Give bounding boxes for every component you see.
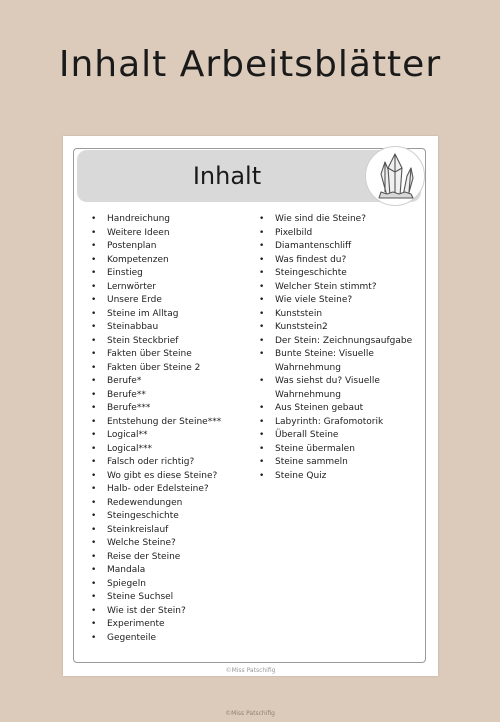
list-item: • Mandala xyxy=(91,564,251,578)
page-title: Inhalt Arbeitsblätter xyxy=(58,44,442,85)
list-item: • Stein Steckbrief xyxy=(91,335,251,349)
list-item: • Logical*** xyxy=(91,443,251,457)
list-item: • Lernwörter xyxy=(91,281,251,295)
list-item: • Was findest du? xyxy=(259,254,429,268)
list-item: • Experimente xyxy=(91,618,251,632)
list-item: • Kunststein2 xyxy=(259,321,429,335)
list-item: • Welcher Stein stimmt? xyxy=(259,281,429,295)
list-item: • Berufe* xyxy=(91,375,251,389)
sheet-header xyxy=(77,150,421,202)
list-item: • Aus Steinen gebaut xyxy=(259,402,429,416)
worksheet-preview xyxy=(63,136,438,676)
list-item: • Welche Steine? xyxy=(91,537,251,551)
list-item: • Überall Steine xyxy=(259,429,429,443)
list-item: • Gegenteile xyxy=(91,632,251,646)
contents-list-left xyxy=(91,213,251,645)
list-item: • Einstieg xyxy=(91,267,251,281)
sheet-header-title: Inhalt xyxy=(192,162,262,190)
list-item: • Logical** xyxy=(91,429,251,443)
list-item: • Kunststein xyxy=(259,308,429,322)
list-item: • Handreichung xyxy=(91,213,251,227)
contents-list-right xyxy=(259,213,429,483)
list-item: • Steingeschichte xyxy=(91,510,251,524)
list-item: • Steinkreislauf xyxy=(91,524,251,538)
list-item: • Steine im Alltag xyxy=(91,308,251,322)
list-item: • Fakten über Steine xyxy=(91,348,251,362)
list-item: • Was siehst du? Visuelle Wahrnehmung xyxy=(259,375,429,402)
list-item: • Wie sind die Steine? xyxy=(259,213,429,227)
list-item: • Steine Suchsel xyxy=(91,591,251,605)
list-item: • Postenplan xyxy=(91,240,251,254)
crystal-badge xyxy=(365,146,425,206)
list-item: • Weitere Ideen xyxy=(91,227,251,241)
list-item: • Bunte Steine: Visuelle Wahrnehmung xyxy=(259,348,429,375)
list-item: • Kompetenzen xyxy=(91,254,251,268)
list-item: • Spiegeln xyxy=(91,578,251,592)
list-item: • Labyrinth: Grafomotorik xyxy=(259,416,429,430)
list-item: • Wie ist der Stein? xyxy=(91,605,251,619)
list-item: • Berufe*** xyxy=(91,402,251,416)
list-item: • Reise der Steine xyxy=(91,551,251,565)
list-item: • Der Stein: Zeichnungsaufgabe xyxy=(259,335,429,349)
sheet-footer: ©Miss Patschifig xyxy=(225,667,276,674)
crystal-icon xyxy=(373,152,417,200)
list-item: • Halb- oder Edelsteine? xyxy=(91,483,251,497)
list-item: • Entstehung der Steine*** xyxy=(91,416,251,430)
list-item: • Fakten über Steine 2 xyxy=(91,362,251,376)
list-item: • Steine Quiz xyxy=(259,470,429,484)
list-item: • Unsere Erde xyxy=(91,294,251,308)
list-item: • Redewendungen xyxy=(91,497,251,511)
list-item: • Falsch oder richtig? xyxy=(91,456,251,470)
list-item: • Steingeschichte xyxy=(259,267,429,281)
list-item: • Steine sammeln xyxy=(259,456,429,470)
list-item: • Steinabbau xyxy=(91,321,251,335)
list-item: • Diamantenschliff xyxy=(259,240,429,254)
list-item: • Wo gibt es diese Steine? xyxy=(91,470,251,484)
copyright-credit: ©Miss Patschifig xyxy=(225,710,275,717)
list-item: • Wie viele Steine? xyxy=(259,294,429,308)
list-item: • Steine übermalen xyxy=(259,443,429,457)
list-item: • Pixelbild xyxy=(259,227,429,241)
list-item: • Berufe** xyxy=(91,389,251,403)
